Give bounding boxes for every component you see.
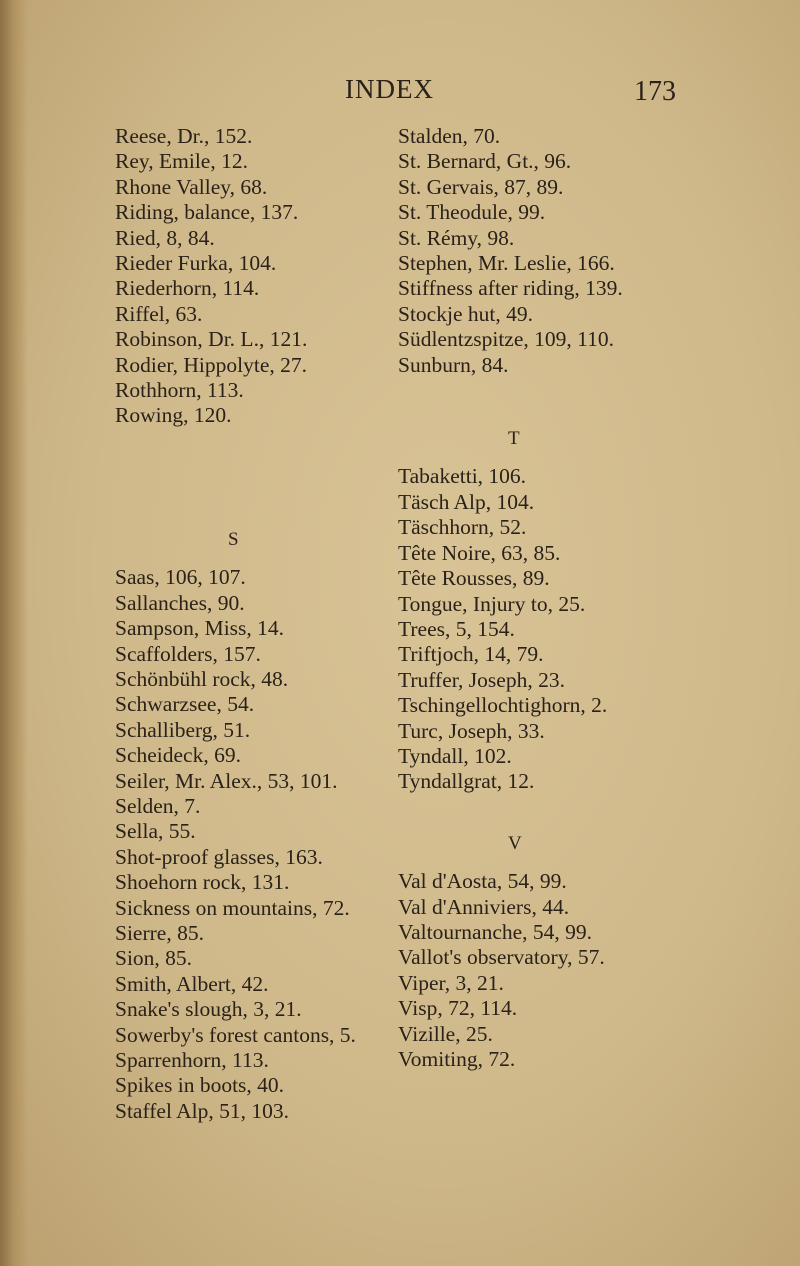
page-header — [0, 74, 800, 114]
index-entry: Riffel, 63. — [115, 301, 203, 326]
index-entry: Turc, Joseph, 33. — [398, 718, 545, 743]
index-group-s-continued — [398, 124, 698, 378]
spacer — [398, 856, 698, 869]
index-entry: Südlentzspitze, 109, 110. — [398, 327, 614, 352]
index-entry: Tyndall, 102. — [398, 743, 512, 768]
index-entry: Rey, Emile, 12. — [115, 149, 248, 174]
index-entry: Reese, Dr., 152. — [115, 124, 253, 148]
index-group-r — [115, 124, 405, 429]
index-entry: Seiler, Mr. Alex., 53, 101. — [115, 768, 338, 793]
index-entry: Tschingellochtighorn, 2. — [398, 693, 608, 718]
index-entry: Scheideck, 69. — [115, 743, 241, 768]
index-entry: Stiffness after riding, 139. — [398, 276, 623, 301]
index-entry: Triftjoch, 14, 79. — [398, 642, 544, 667]
index-entry: Vizille, 25. — [398, 1021, 493, 1046]
index-entry: Vomiting, 72. — [398, 1047, 516, 1071]
index-entry: Truffer, Joseph, 23. — [398, 667, 565, 692]
index-entry: Val d'Aosta, 54, 99. — [398, 869, 567, 894]
index-entry: Rhone Valley, 68. — [115, 174, 268, 199]
index-entry: Trees, 5, 154. — [398, 616, 515, 641]
spacer — [115, 429, 405, 527]
index-entry: Visp, 72, 114. — [398, 996, 518, 1021]
index-entry: Tyndallgrat, 12. — [398, 769, 535, 794]
spacer — [115, 552, 405, 565]
index-entry: Sella, 55. — [115, 819, 196, 844]
index-entry: Viper, 3, 21. — [398, 970, 504, 995]
index-column-right — [398, 124, 698, 1072]
index-entry: Smith, Albert, 42. — [115, 971, 269, 996]
index-entry: Riederhorn, 114. — [115, 276, 260, 301]
index-entry: Tête Rousses, 89. — [398, 566, 550, 591]
index-entry: Sparrenhorn, 113. — [115, 1048, 269, 1072]
index-entry: Stockje hut, 49. — [398, 301, 533, 326]
section-letter-v: V — [508, 832, 522, 854]
index-entry: Schwarzsee, 54. — [115, 692, 255, 717]
page-gutter-shadow — [0, 0, 28, 1266]
spacer — [398, 451, 698, 464]
index-entry: Staffel Alp, 51, 103. — [115, 1098, 289, 1123]
spacer — [398, 795, 698, 831]
index-entry: Val d'Anniviers, 44. — [398, 894, 570, 919]
index-entry: St. Gervais, 87, 89. — [398, 174, 564, 199]
index-entry: Shoehorn rock, 131. — [115, 870, 290, 895]
index-entry: Sampson, Miss, 14. — [115, 616, 285, 641]
index-entry: Robinson, Dr. L., 121. — [115, 327, 308, 352]
index-entry: Riding, balance, 137. — [115, 200, 299, 225]
index-entry: Stephen, Mr. Leslie, 166. — [398, 251, 615, 276]
index-entry: Tongue, Injury to, 25. — [398, 591, 586, 616]
index-column-left — [115, 124, 405, 1124]
index-entry: Shot-proof glasses, 163. — [115, 844, 323, 869]
index-entry: Tabaketti, 106. — [398, 464, 527, 489]
index-entry: Tête Noire, 63, 85. — [398, 540, 561, 565]
index-entry: Spikes in boots, 40. — [115, 1073, 285, 1098]
index-entry: Sickness on mountains, 72. — [115, 895, 350, 920]
index-group-t — [398, 464, 698, 794]
index-entry: Selden, 7. — [115, 793, 201, 818]
index-entry: Rieder Furka, 104. — [115, 251, 277, 276]
section-letter-t: T — [508, 428, 520, 450]
index-entry: St. Rémy, 98. — [398, 225, 515, 250]
index-entry: St. Theodule, 99. — [398, 200, 546, 225]
index-entry: Rowing, 120. — [115, 403, 232, 428]
index-entry: Schalliberg, 51. — [115, 717, 251, 742]
index-entry: Snake's slough, 3, 21. — [115, 997, 302, 1022]
index-entry: Täschhorn, 52. — [398, 515, 527, 540]
index-group-v — [398, 869, 698, 1072]
index-entry: Vallot's observatory, 57. — [398, 945, 605, 970]
index-entry: Rothhorn, 113. — [115, 378, 244, 403]
section-letter-s: S — [228, 528, 239, 550]
index-entry: Ried, 8, 84. — [115, 225, 215, 250]
index-entry: Stalden, 70. — [398, 124, 501, 148]
page-title: INDEX — [345, 74, 434, 104]
index-entry: St. Bernard, Gt., 96. — [398, 149, 572, 174]
page-number: 173 — [634, 76, 676, 107]
index-entry: Täsch Alp, 104. — [398, 489, 535, 514]
index-entry: Schönbühl rock, 48. — [115, 666, 289, 691]
index-group-s — [115, 565, 405, 1124]
index-entry: Saas, 106, 107. — [115, 565, 246, 590]
index-entry: Sion, 85. — [115, 946, 193, 971]
index-entry: Sowerby's forest cantons, 5. — [115, 1022, 356, 1047]
index-entry: Scaffolders, 157. — [115, 641, 261, 666]
index-entry: Sunburn, 84. — [398, 352, 509, 377]
index-entry: Sierre, 85. — [115, 920, 204, 945]
index-entry: Rodier, Hippolyte, 27. — [115, 352, 308, 377]
index-entry: Valtournanche, 54, 99. — [398, 919, 593, 944]
index-entry: Sallanches, 90. — [115, 590, 245, 615]
spacer — [398, 378, 698, 426]
